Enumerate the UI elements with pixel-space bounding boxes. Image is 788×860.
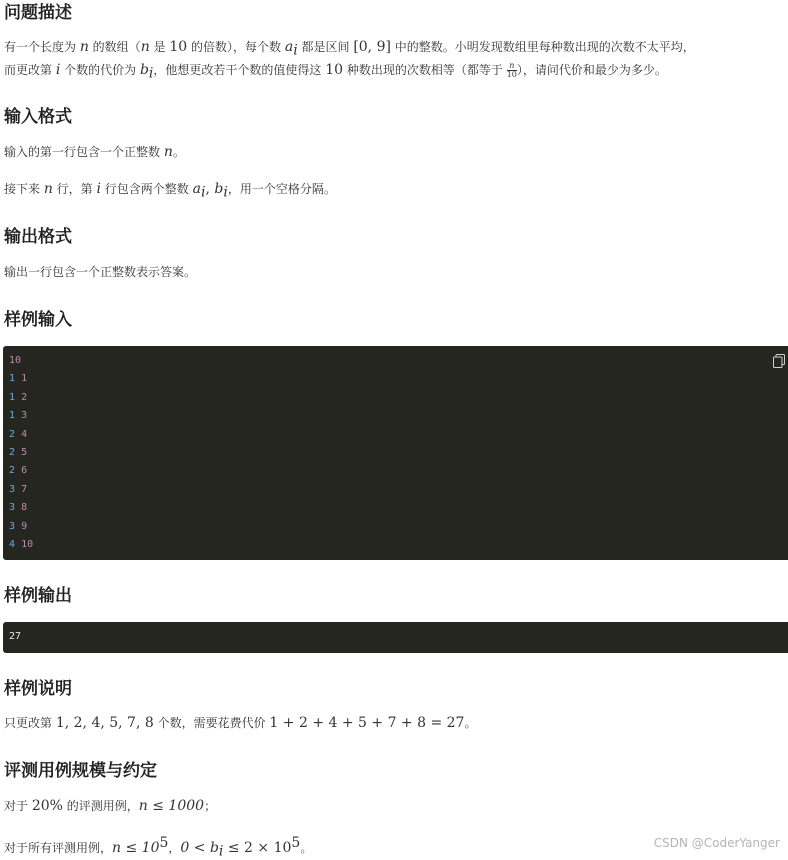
code-token: 9 — [21, 520, 28, 532]
code-token: 2 — [9, 428, 16, 440]
code-token: 1 — [9, 410, 16, 422]
code-token: 8 — [21, 502, 28, 514]
code-line — [9, 372, 27, 386]
input-format-title: 输入格式 — [4, 107, 72, 127]
sample-explain-title: 样例说明 — [4, 679, 72, 699]
code-token: 3 — [9, 483, 16, 495]
code-line — [9, 354, 21, 368]
sample-input-title: 样例输入 — [4, 310, 72, 330]
code-token: 3 — [21, 410, 28, 422]
code-line — [9, 501, 27, 515]
code-token: 1 — [9, 391, 16, 403]
code-line — [9, 483, 27, 497]
code-token: 10 — [9, 355, 22, 366]
input-line-2: 接下来 n 行，第 i 行包含两个整数 $a_i$, $b_i$，用一个空格分隔。 — [4, 181, 336, 201]
copy-icon[interactable] — [773, 354, 785, 368]
code-token: 7 — [21, 483, 28, 495]
sample-input-code-block[interactable] — [3, 346, 788, 560]
sample-output-code-block[interactable] — [3, 622, 788, 653]
problem-title: 问题描述 — [4, 3, 72, 23]
code-token: 4 — [9, 539, 16, 550]
code-token: 1 — [9, 373, 16, 385]
code-token: 6 — [21, 465, 28, 477]
code-line — [9, 446, 27, 460]
code-token: 3 — [9, 502, 16, 514]
problem-line-2: 而更改第 i 个数的代价为 $b_i$，他想更改若干个数的值使得这 10 种数出现的次数相等（都等于 $\frac{n}{10}$ ），请问代价和最少为多少。 — [4, 61, 667, 82]
input-line-1: 输入的第一行包含一个正整数 n。 — [4, 144, 185, 160]
code-token: 10 — [21, 539, 34, 550]
output-format-title: 输出格式 — [4, 227, 72, 247]
code-token: 2 — [21, 391, 28, 403]
code-token: 2 — [9, 465, 16, 477]
code-token: 5 — [21, 447, 28, 458]
code-token: 2 — [9, 447, 16, 458]
code-line — [9, 409, 27, 423]
code-line — [9, 391, 27, 405]
output-line: 输出一行包含一个正整数表示答案。 — [4, 265, 197, 279]
sample-output-title: 样例输出 — [4, 586, 72, 606]
scale-line-2: 对于所有评测用例，$n \le 10^5$，$0 < b_i \le 2 \times 10^5$。 — [4, 835, 313, 860]
scale-title: 评测用例规模与约定 — [4, 761, 157, 781]
code-line — [9, 464, 27, 478]
code-token: 3 — [9, 520, 16, 532]
code-token: 1 — [21, 373, 28, 385]
code-token: 4 — [21, 428, 28, 440]
sample-output-value: 27 — [9, 631, 22, 642]
scale-line-1: 对于 20% 的评测用例，n ≤ 1000； — [4, 798, 217, 814]
sample-explain-line: 只更改第 1, 2, 4, 5, 7, 8 个数，需要花费代价 1 + 2 + 4 + 5 + 7 + 8 = 27。 — [4, 715, 477, 731]
code-line — [9, 520, 27, 534]
problem-line-1: 有一个长度为 n 的数组（n 是 10 的倍数），每个数 $a_i$ 都是区间 [0, 9] 中的整数。小明发现数组里每种数出现的次数不太平均， — [4, 39, 695, 59]
fraction: $\frac{n}{10}$ — [506, 61, 517, 79]
csdn-watermark: CSDN @CoderYanger — [653, 836, 780, 850]
code-line — [9, 428, 27, 442]
code-line — [9, 538, 33, 552]
